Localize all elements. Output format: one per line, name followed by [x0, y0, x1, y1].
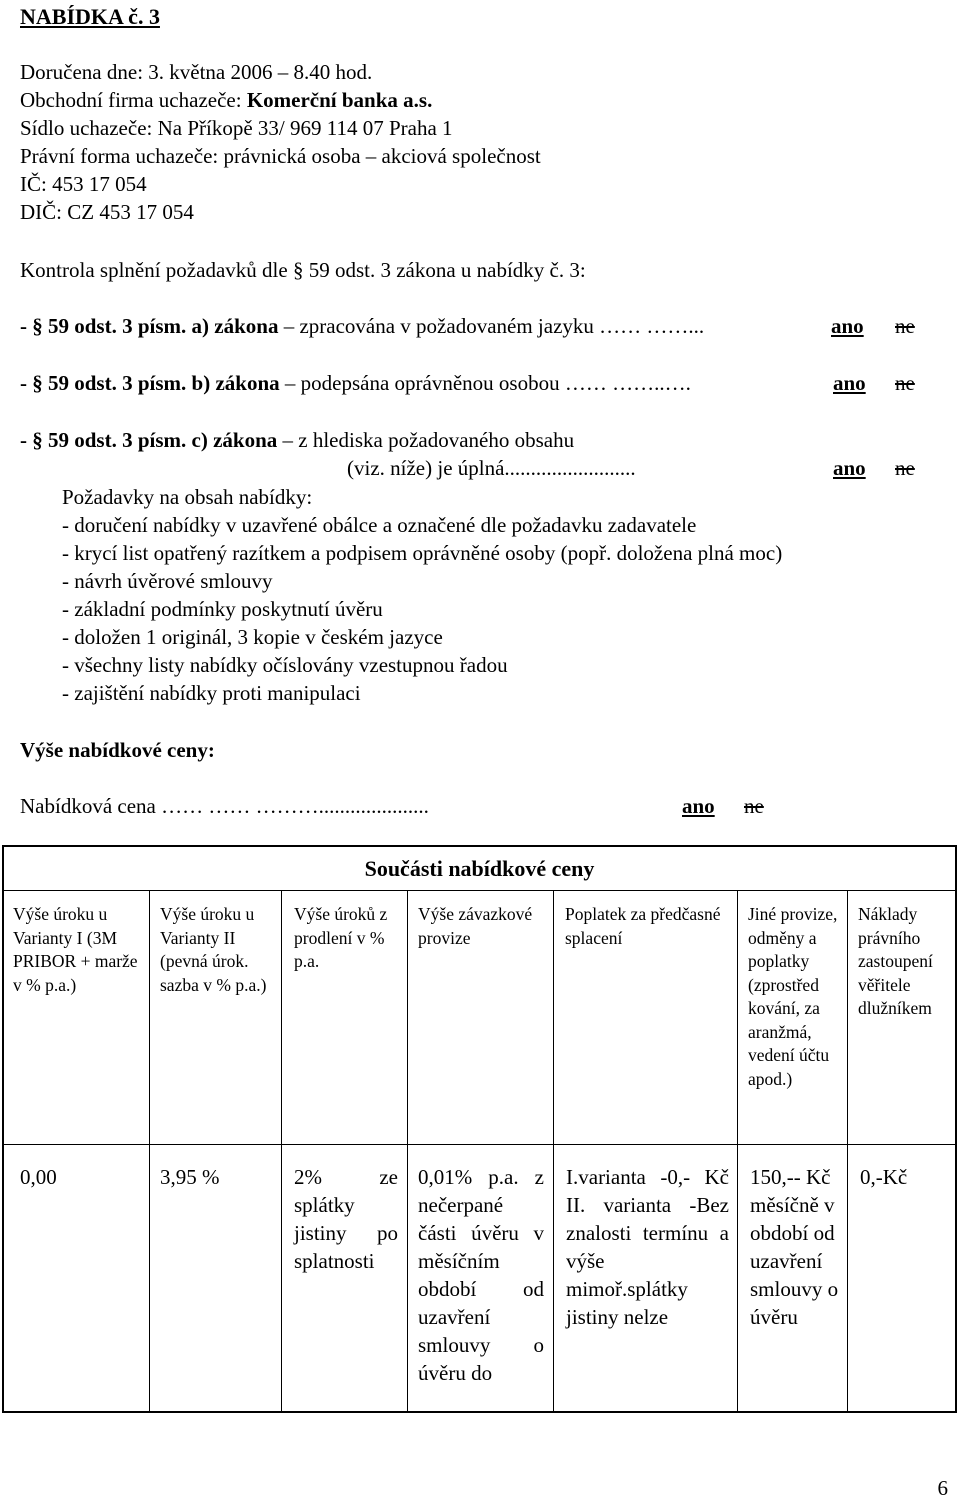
- requirement-item: - doložen 1 originál, 3 kopie v českém jazyce: [62, 625, 443, 649]
- price-line: Nabídková cena …… …… ……….....................: [20, 794, 429, 818]
- check-prefix: -: [20, 428, 33, 452]
- header-cell: Výše úroku u Varianty I (3M PRIBOR + marže v % p.a.): [13, 904, 138, 995]
- section-sign: §: [292, 258, 304, 282]
- check-c-continuation: (viz. níže) je úplná.........................: [347, 456, 636, 480]
- control-title: [20, 257, 586, 283]
- value-cell: 0,01% p.a. z nečerpané části úvěru v měsíčním období od uzavření smlouvy o úvěru do: [418, 1165, 544, 1385]
- check-b-yes: ano: [833, 371, 866, 395]
- check-desc: – z hlediska požadovaného obsahu: [277, 428, 575, 452]
- check-desc: – podepsána oprávněnou osobou …… ……..….: [279, 371, 691, 395]
- dic-line: DIČ: CZ 453 17 054: [20, 200, 194, 224]
- check-ref: 59 odst. 3 písm. b) zákona: [42, 371, 280, 395]
- received-date: Doručena dne: 3. května 2006 – 8.40 hod.: [20, 60, 373, 84]
- check-row-a: [20, 313, 704, 339]
- price-components-table: [2, 845, 957, 1413]
- column-divider: [281, 891, 282, 1411]
- check-ref: 59 odst. 3 písm. c) zákona: [42, 428, 278, 452]
- legal-form-line: Právní forma uchazeče: právnická osoba – akciová společnost: [20, 144, 541, 168]
- header-cell: Jiné provize, odměny a poplatky (zprostřed kování, za aranžmá, vedení účtu apod.): [748, 904, 838, 1089]
- requirement-item: - zajištění nabídky proti manipulaci: [62, 681, 361, 705]
- seat-line: Sídlo uchazeče: Na Příkopě 33/ 969 114 07 Praha 1: [20, 116, 453, 140]
- header-cell: Výše úroku u Varianty II (pevná úrok. sazba v % p.a.): [160, 904, 267, 995]
- check-row-c: [20, 427, 574, 453]
- column-divider: [407, 891, 408, 1411]
- check-prefix: -: [20, 314, 33, 338]
- check-desc: – zpracována v požadovaném jazyku …… ……...: [278, 314, 705, 338]
- check-ref: 59 odst. 3 písm. a) zákona: [42, 314, 279, 338]
- requirement-item: - základní podmínky poskytnutí úvěru: [62, 597, 383, 621]
- header-cell: Výše závazkové provize: [418, 904, 533, 948]
- value-cell: 0,-Kč: [860, 1165, 908, 1189]
- value-cell: I.varianta -0,- Kč II. varianta -Bez znalosti termínu a výše mimoř.splátky jistiny nelze: [566, 1165, 729, 1329]
- section-sign: §: [32, 371, 43, 395]
- section-sign: §: [32, 428, 43, 452]
- value-cell: 2% ze splátky jistiny po splatnosti: [294, 1165, 398, 1273]
- check-prefix: -: [20, 371, 33, 395]
- value-cell: 3,95 %: [160, 1165, 220, 1189]
- requirements-title: Požadavky na obsah nabídky:: [62, 485, 313, 509]
- value-cell: 150,-- Kč měsíčně v období od uzavření smlouvy o úvěru: [750, 1165, 839, 1329]
- control-title-post: 59 odst. 3 zákona u nabídky č. 3:: [303, 258, 586, 282]
- header-cell: Poplatek za předčasné splacení: [565, 904, 721, 948]
- section-sign: §: [32, 314, 43, 338]
- check-row-b: [20, 370, 691, 396]
- requirement-item: - všechny listy nabídky očíslovány vzestupnou řadou: [62, 653, 508, 677]
- header-cell: Náklady právního zastoupení věřitele dlužníkem: [858, 904, 933, 1018]
- check-a-no: ne: [895, 314, 915, 338]
- column-divider: [737, 891, 738, 1411]
- row-divider: [4, 1144, 955, 1145]
- table-caption: Součásti nabídkové ceny: [4, 847, 955, 891]
- check-a-yes: ano: [831, 314, 864, 338]
- price-title: Výše nabídkové ceny:: [20, 738, 215, 762]
- firm-label: Obchodní firma uchazeče:: [20, 88, 247, 112]
- price-yes: ano: [682, 794, 715, 818]
- requirement-item: - doručení nabídky v uzavřené obálce a označené dle požadavku zadavatele: [62, 513, 697, 537]
- column-divider: [847, 891, 848, 1411]
- check-c-yes: ano: [833, 456, 866, 480]
- firm-value: Komerční banka a.s.: [246, 88, 433, 112]
- page-title: NABÍDKA č. 3: [20, 4, 160, 29]
- column-divider: [149, 891, 150, 1411]
- control-title-pre: Kontrola splnění požadavků dle: [20, 258, 293, 282]
- firm-line: [20, 87, 432, 113]
- check-b-no: ne: [895, 371, 915, 395]
- requirement-item: - krycí list opatřený razítkem a podpisem oprávněné osoby (popř. doložena plná moc): [62, 541, 783, 565]
- page-number: 6: [937, 1476, 948, 1500]
- column-divider: [553, 891, 554, 1411]
- check-c-no: ne: [895, 456, 915, 480]
- requirement-item: - návrh úvěrové smlouvy: [62, 569, 273, 593]
- ico-line: IČ: 453 17 054: [20, 172, 147, 196]
- header-cell: Výše úroků z prodlení v % p.a.: [294, 904, 388, 971]
- value-cell: 0,00: [20, 1165, 57, 1189]
- price-no: ne: [744, 794, 764, 818]
